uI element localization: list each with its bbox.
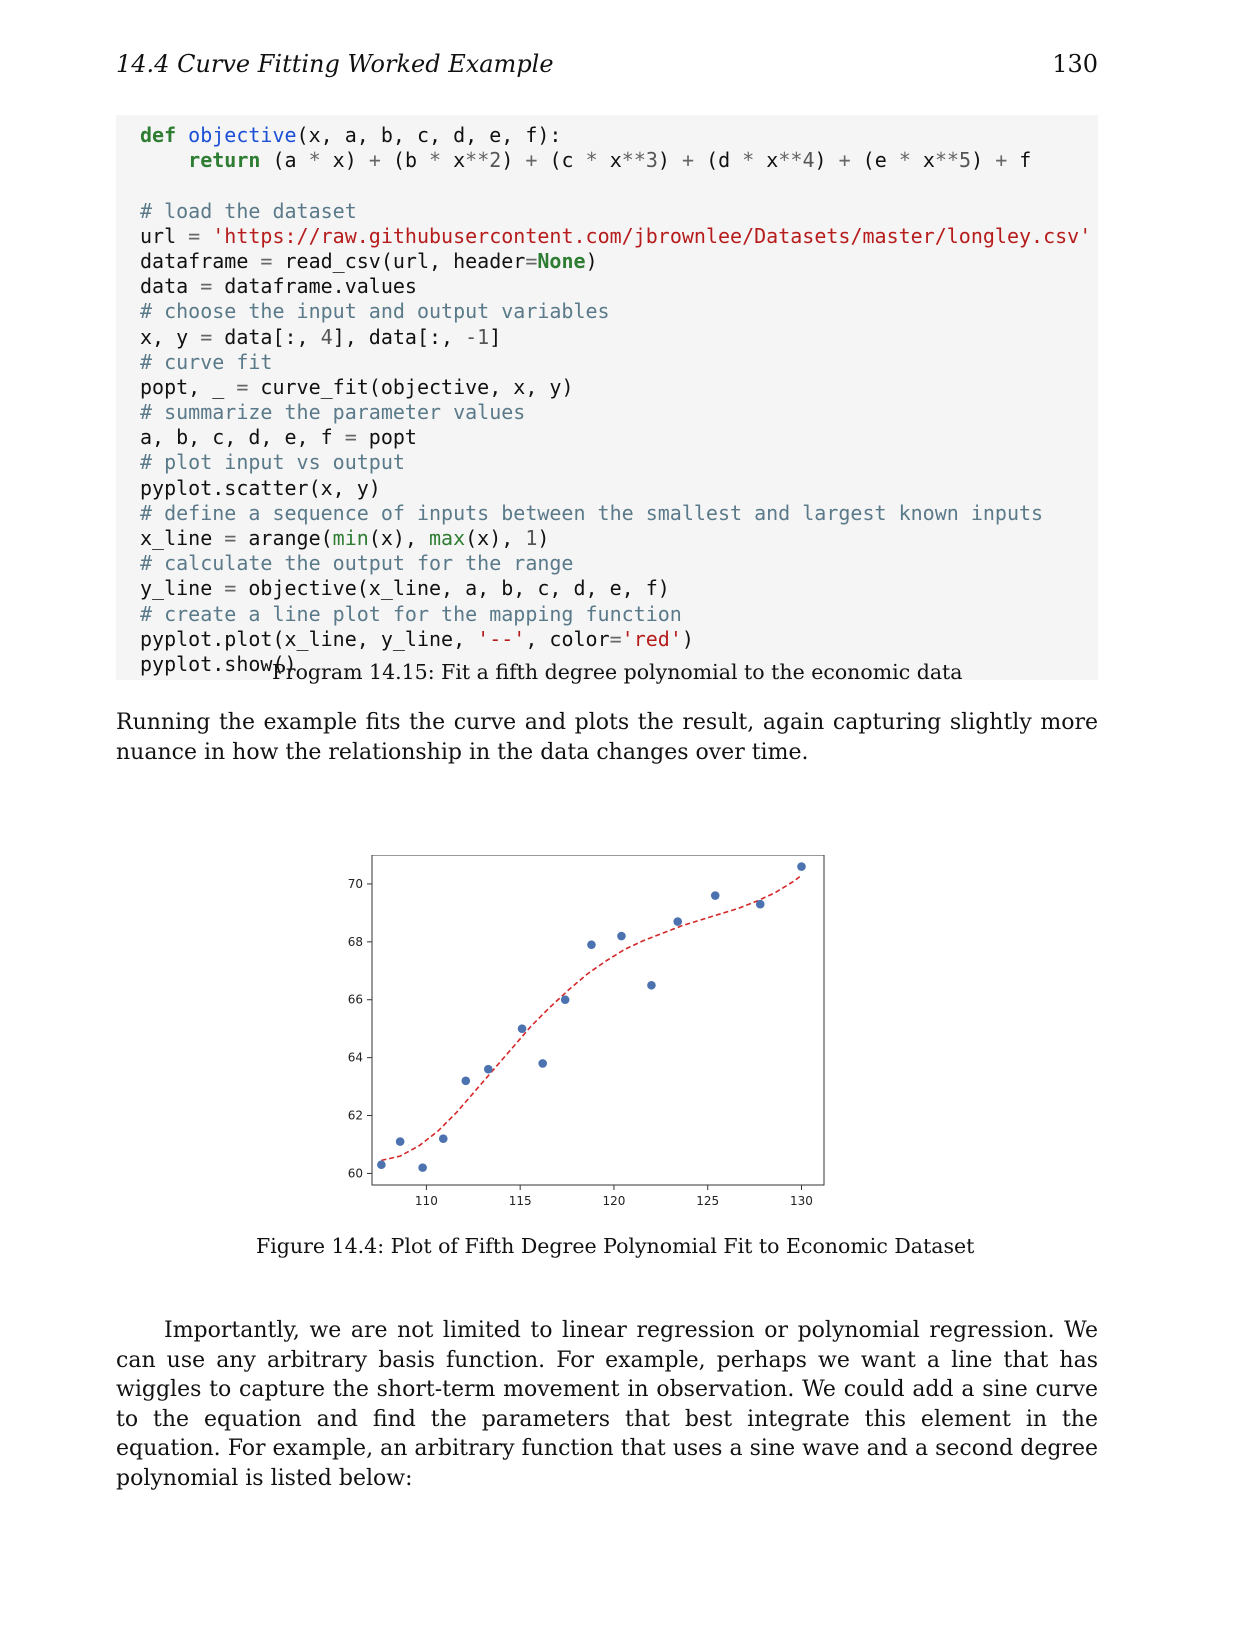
- x-tick-label: 125: [696, 1194, 720, 1208]
- code-line: y_line = objective(x_line, a, b, c, d, e, f): [140, 576, 670, 601]
- code-line: popt, _ = curve_fit(objective, x, y): [140, 374, 574, 399]
- code-line: # define a sequence of inputs between the smallest and largest known inputs: [140, 500, 1044, 525]
- code-line: data = dataframe.values: [140, 274, 417, 299]
- code-line: pyplot.plot(x_line, y_line, '--', color='red'): [140, 626, 694, 651]
- program-caption: Program 14.15: Fit a fifth degree polynomial to the economic data: [272, 660, 963, 684]
- page-number: 130: [1052, 50, 1098, 78]
- scatter-point: [756, 900, 765, 909]
- code-line: # choose the input and output variables: [140, 299, 610, 324]
- scatter-point: [797, 862, 806, 871]
- x-tick-label: 110: [414, 1194, 438, 1208]
- y-tick-label: 62: [347, 1108, 363, 1123]
- code-line: return (a * x) + (b * x**2) + (c * x**3) + (d * x**4) + (e * x**5) + f: [188, 148, 1032, 173]
- scatter-point: [377, 1160, 386, 1169]
- code-line: # create a line plot for the mapping function: [140, 601, 682, 626]
- paragraph-result: Running the example fits the curve and plots the result, again capturing slightly more nuance in how the relationship in the data changes over time.: [116, 710, 1098, 765]
- code-line: # curve fit: [140, 349, 273, 374]
- code-line: pyplot.scatter(x, y): [140, 475, 381, 500]
- scatter-point: [617, 932, 626, 941]
- code-text: [140, 123, 1091, 677]
- code-line: url = 'https://raw.githubusercontent.com/jbrownlee/Datasets/master/longley.csv': [140, 223, 1092, 248]
- code-line: dataframe = read_csv(url, header=None): [140, 248, 598, 273]
- y-tick-label: 70: [347, 876, 363, 891]
- scatter-point: [711, 891, 720, 900]
- scatter-point: [538, 1059, 547, 1068]
- scatter-point: [673, 917, 682, 926]
- code-line: x, y = data[:, 4], data[:, -1]: [140, 324, 502, 349]
- section-title: 14.4 Curve Fitting Worked Example: [116, 50, 554, 78]
- scatter-point: [587, 940, 596, 949]
- code-line: # summarize the parameter values: [140, 400, 526, 425]
- scatter-point: [561, 995, 570, 1004]
- y-tick-label: 64: [347, 1050, 363, 1065]
- y-tick-label: 66: [347, 992, 363, 1007]
- x-tick-label: 120: [602, 1194, 626, 1208]
- x-tick-label: 130: [790, 1194, 813, 1208]
- y-tick-label: 68: [347, 934, 363, 949]
- scatter-point: [647, 981, 656, 990]
- scatter-point: [396, 1137, 405, 1146]
- scatter-point: [439, 1134, 448, 1143]
- scatter-point: [461, 1076, 470, 1085]
- figure-caption: Figure 14.4: Plot of Fifth Degree Polynomial Fit to Economic Dataset: [256, 1234, 975, 1258]
- code-line: # calculate the output for the range: [140, 551, 574, 576]
- y-tick-label: 60: [347, 1166, 363, 1181]
- code-line: # load the dataset: [140, 198, 357, 223]
- code-line: # plot input vs output: [140, 450, 405, 475]
- page-header: [116, 50, 1098, 90]
- code-line: a, b, c, d, e, f = popt: [140, 425, 417, 450]
- paragraph-basis-functions: Importantly, we are not limited to linear regression or polynomial regression. We can use any arbitrary basis function. For example, perhaps we want a line that has wiggles to capture the short-term movement in observation. We could add a sine curve to the equation and find the parameters that best integrate this element in the equation. For example, an arbitrary function that uses a sine wave and a second degree polynomial is listed below:: [116, 1318, 1098, 1491]
- scatter-point: [518, 1024, 527, 1033]
- x-tick-label: 115: [508, 1194, 532, 1208]
- scatter-point: [484, 1065, 493, 1074]
- code-line: pyplot.show(): [140, 651, 297, 676]
- scatter-point: [418, 1163, 427, 1172]
- polynomial-fit-chart: [330, 855, 830, 1210]
- code-line: def objective(x, a, b, c, d, e, f):: [140, 123, 562, 147]
- code-line: x_line = arange(min(x), max(x), 1): [140, 526, 550, 550]
- code-listing: [116, 115, 1098, 680]
- code-line: [140, 173, 1091, 198]
